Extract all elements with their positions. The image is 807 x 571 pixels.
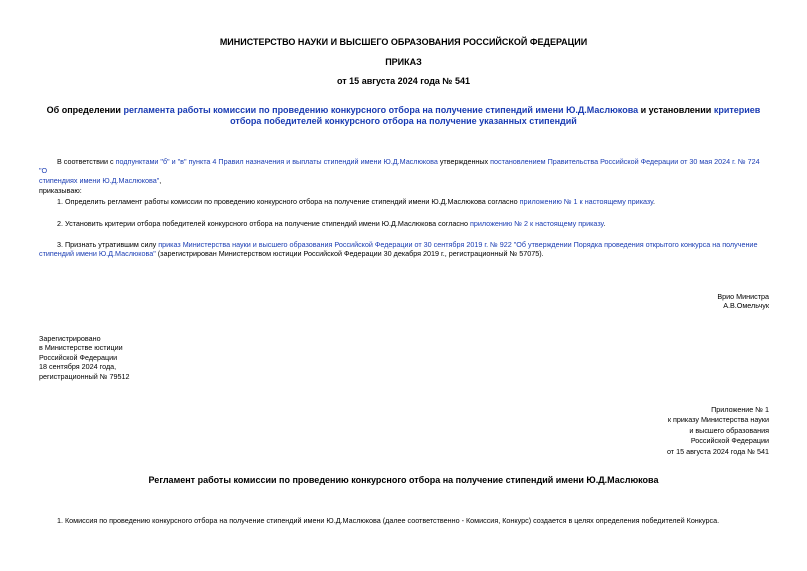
item-2-end: . [603, 219, 606, 228]
registration-line-1: Зарегистрировано [39, 334, 101, 343]
title-text-1: Об определении [46, 105, 124, 115]
preamble-text-2: утвержденных [437, 157, 491, 166]
registration-line-4: 18 сентября 2024 года, [39, 362, 117, 372]
title-link-regulation[interactable]: регламента работы комиссии по проведению конкурсного отбора на получение стипендий имени Ю.Д.Маслюкова [123, 105, 639, 115]
item-1-text: 1. Определить регламент работы комиссии по проведению конкурсного отбора на получение стипендий имени Ю.Д.Маслюкова согласно [57, 197, 520, 206]
appendix-header [520, 405, 769, 457]
document-title [0, 105, 807, 127]
signature-name: А.В.Омельчук [723, 301, 769, 311]
item-3-link-old-order[interactable]: приказ Министерства науки и высшего образования Российской Федерации от 30 сентября 2019 г. № 922 "Об утверждении Порядка проведения открытого конкурса на получение [158, 240, 758, 249]
preamble-link-decree[interactable]: постановлением Правительства Российской Федерации от 30 мая 2024 г. № 724 "О [39, 157, 760, 176]
order-word: приказываю: [39, 186, 82, 195]
preamble-link-rules[interactable]: подпунктами "б" и "в" пункта 4 Правил назначения и выплаты стипендий имени Ю.Д.Маслюкова [115, 157, 438, 166]
registration-line-3: Российской Федерации [39, 352, 118, 362]
appendix-line-5: от 15 августа 2024 года № 541 [666, 446, 769, 456]
appendix-line-1: Приложение № 1 [711, 405, 769, 414]
doc-date-number: от 15 августа 2024 года № 541 [337, 76, 470, 86]
item-1-end: . [653, 197, 656, 206]
appendix-line-4: Российской Федерации [690, 436, 769, 446]
ministry-heading: МИНИСТЕРСТВО НАУКИ И ВЫСШЕГО ОБРАЗОВАНИЯ РОССИЙСКОЙ ФЕДЕРАЦИИ [219, 37, 588, 47]
preamble [39, 157, 769, 185]
title-link-criteria-cont[interactable]: отбора победителей конкурсного отбора на получение указанных стипендий [230, 116, 577, 126]
appendix-line-3: и высшего образования [689, 425, 769, 435]
preamble-text-1: В соответствии с [57, 157, 116, 166]
item-3-text: 3. Признать утратившим силу [57, 240, 159, 249]
item-2-text: 2. Установить критерии отбора победителей конкурсного отбора на получение стипендий имени Ю.Д.Маслюкова согласно [57, 219, 470, 228]
order-item-2 [57, 219, 769, 228]
preamble-link-decree-cont[interactable]: стипендиях имени Ю.Д.Маслюкова" [39, 175, 160, 185]
doc-type: ПРИКАЗ [385, 57, 422, 67]
item-3-link-old-order-cont[interactable]: стипендий имени Ю.Д.Маслюкова" [39, 249, 156, 259]
title-text-2: и установлении [638, 105, 714, 115]
item-3-end: (зарегистрирован Министерством юстиции Российской Федерации 30 декабря 2019 г., регистрационный № 57075). [155, 249, 544, 259]
preamble-text-3: , [159, 175, 162, 185]
signature-position: Врио Министра [717, 292, 769, 301]
regulation-title: Регламент работы комиссии по проведению конкурсного отбора на получение стипендий имени Ю.Д.Маслюкова [148, 475, 659, 485]
registration-line-2: в Министерстве юстиции [39, 343, 123, 353]
regulation-item-1: 1. Комиссия по проведению конкурсного отбора на получение стипендий имени Ю.Д.Маслюкова (далее соответственно - Комиссия, Конкурс) создается в целях определения победителей Конкурса. [57, 516, 720, 525]
order-item-3 [39, 240, 774, 259]
registration-block [39, 334, 239, 381]
appendix-line-2: к приказу Министерства науки [667, 415, 769, 425]
item-1-link-appendix-1[interactable]: приложению № 1 к настоящему приказу [519, 197, 654, 206]
item-2-link-appendix-2[interactable]: приложению № 2 к настоящему приказу [470, 219, 604, 228]
order-item-1 [57, 197, 769, 206]
title-link-criteria[interactable]: критериев [713, 105, 761, 115]
signature-block [520, 292, 769, 311]
registration-line-5: регистрационный № 79512 [39, 371, 130, 381]
